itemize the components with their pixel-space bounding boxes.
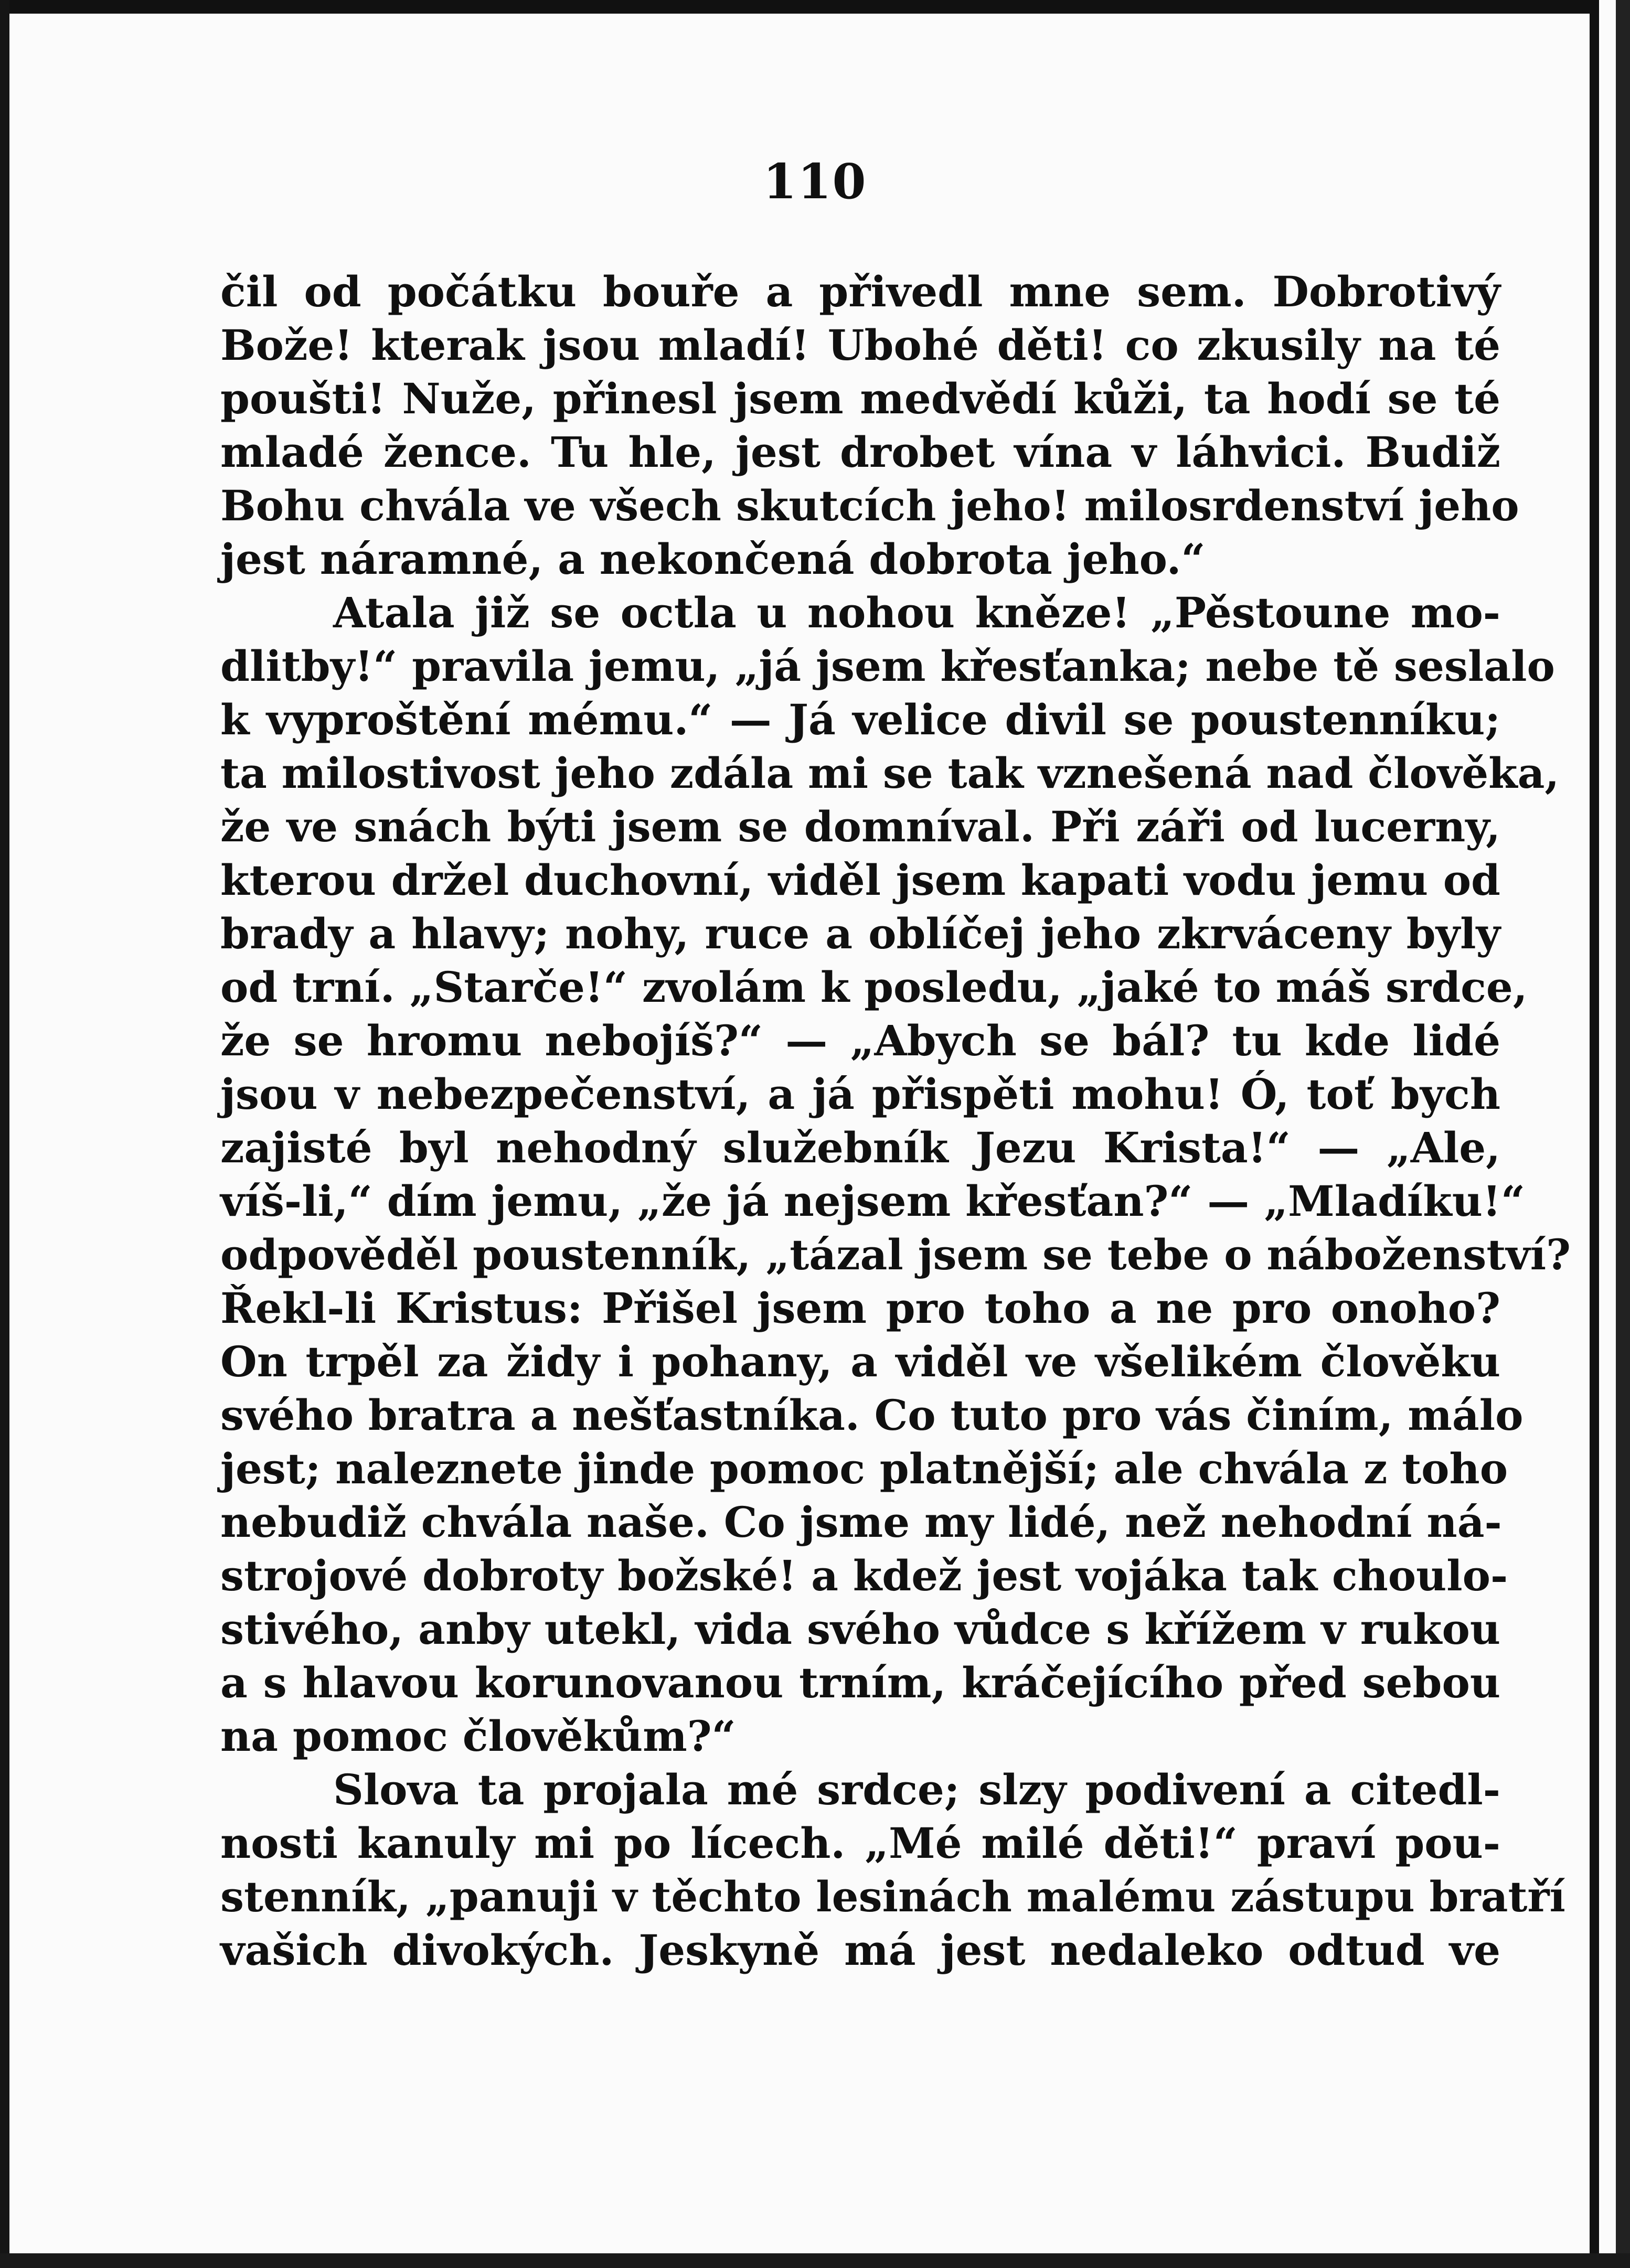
scan-border-left: [0, 0, 9, 2268]
scan-border-top: [0, 0, 1630, 14]
text-line: zajisté byl nehodný služebník Jezu Krista!“ — „Ale,: [220, 1123, 1500, 1172]
text-line: čil od počátku bouře a přivedl mne sem. Dobrotivý: [220, 267, 1500, 316]
text-line: stenník, „panuji v těchto lesinách malému zástupu bratří: [220, 1872, 1565, 1921]
text-line: kterou držel duchovní, viděl jsem kapati vodu jemu od: [220, 855, 1500, 905]
text-line: poušti! Nuže, přinesl jsem medvědí kůži, ta hodí se té: [220, 374, 1500, 423]
scan-border-right-outer: [1616, 0, 1630, 2268]
paragraph-start-line: Slova ta projala mé srdce; slzy podivení a citedl-: [333, 1765, 1500, 1814]
text-line: odpověděl poustenník, „tázal jsem se tebe o náboženství?: [220, 1230, 1571, 1279]
text-line: že ve snách býti jsem se domníval. Při záři od lucerny,: [220, 802, 1500, 851]
text-line: svého bratra a nešťastníka. Co tuto pro vás činím, málo: [220, 1390, 1524, 1440]
text-line: jsou v nebezpečenství, a já přispěti mohu! Ó, toť bych: [220, 1069, 1500, 1119]
scan-border-right-inner: [1590, 0, 1599, 2268]
page-number: 110: [763, 153, 867, 210]
text-line: dlitby!“ pravila jemu, „já jsem křesťanka; nebe tě seslalo: [220, 641, 1555, 691]
text-line: Řekl-li Kristus: Přišel jsem pro toho a ne pro onoho?: [220, 1283, 1500, 1333]
text-line: strojové dobroty božské! a kdež jest vojáka tak choulo-: [220, 1551, 1508, 1600]
text-line: jest náramné, a nekončená dobrota jeho.“: [220, 534, 1206, 584]
text-line: nosti kanuly mi po lícech. „Mé milé děti!“ praví pou-: [220, 1818, 1500, 1868]
text-line: mladé žence. Tu hle, jest drobet vína v láhvici. Budiž: [220, 427, 1500, 477]
text-line: brady a hlavy; nohy, ruce a oblíčej jeho zkrváceny byly: [220, 909, 1500, 958]
text-line: Bohu chvála ve všech skutcích jeho! milosrdenství jeho: [220, 481, 1519, 530]
text-line: ta milostivost jeho zdála mi se tak vznešená nad člověka,: [220, 748, 1560, 798]
scan-border-bottom: [0, 2253, 1630, 2268]
text-line: od trní. „Starče!“ zvolám k posledu, „jaké to máš srdce,: [220, 962, 1528, 1012]
text-line: a s hlavou korunovanou trním, kráčejícího před sebou: [220, 1658, 1500, 1707]
text-line: víš-li,“ dím jemu, „že já nejsem křesťan?“ — „Mladíku!“: [220, 1176, 1525, 1226]
body-text: [220, 265, 1571, 1977]
scan-border-right-gap: [1599, 0, 1616, 2268]
text-line: nebudiž chvála naše. Co jsme my lidé, než nehodní ná-: [220, 1497, 1502, 1547]
text-line: Bože! kterak jsou mladí! Ubohé děti! co zkusily na té: [220, 320, 1500, 370]
text-line: On trpěl za židy i pohany, a viděl ve všelikém člověku: [220, 1337, 1500, 1386]
paragraph-start-line: Atala již se octla u nohou kněze! „Pěstoune mo-: [333, 588, 1500, 637]
text-line: k vyproštění mému.“ — Já velice divil se poustenníku;: [220, 695, 1500, 744]
text-line: jest; naleznete jinde pomoc platnější; ale chvála z toho: [220, 1444, 1508, 1493]
text-line: vašich divokých. Jeskyně má jest nedaleko odtud ve: [220, 1925, 1500, 1975]
text-line: na pomoc člověkům?“: [220, 1711, 736, 1761]
text-line: že se hromu nebojíš?“ — „Abych se bál? tu kde lidé: [220, 1016, 1500, 1065]
text-line: stivého, anby utekl, vida svého vůdce s křížem v rukou: [220, 1604, 1500, 1654]
